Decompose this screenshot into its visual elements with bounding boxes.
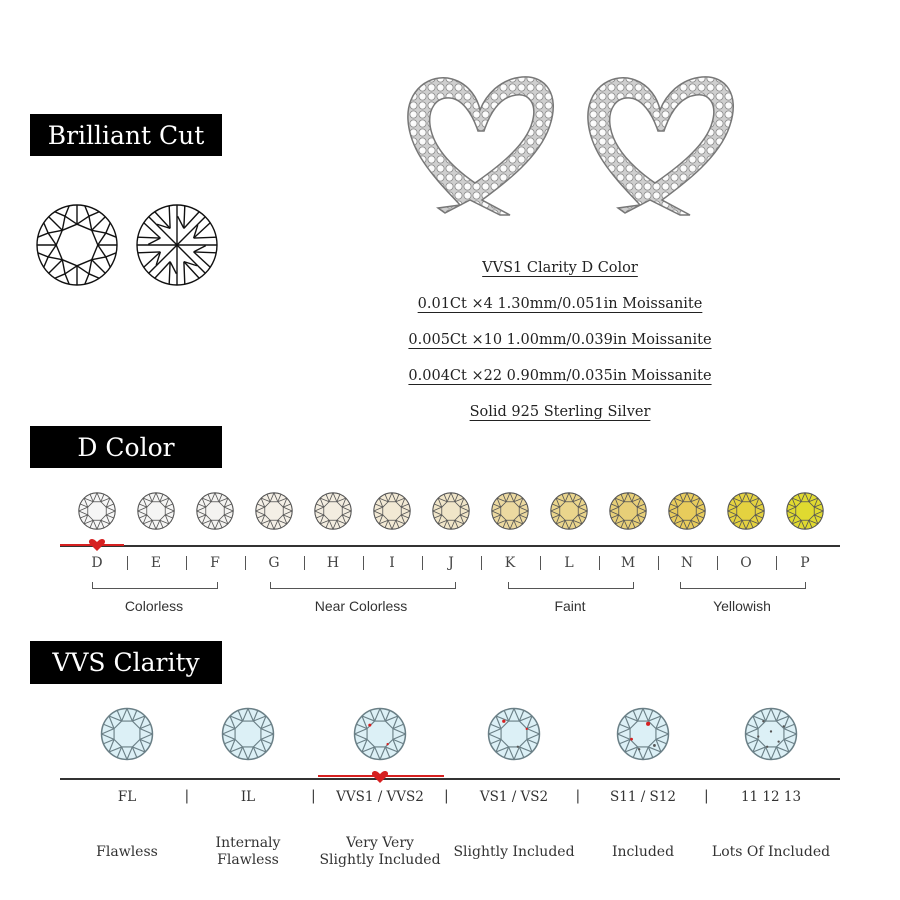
right-earring xyxy=(588,77,733,215)
color-grade-letter: K xyxy=(504,555,516,571)
color-stone-l xyxy=(549,491,589,531)
color-grade-letter: J xyxy=(448,555,454,571)
group-faint: Faint xyxy=(554,598,586,614)
brilliant-cut-label: Brilliant Cut xyxy=(30,114,222,156)
color-grade-separator xyxy=(481,556,482,570)
color-grade-letter: G xyxy=(268,555,280,571)
brilliant-cut-pavilion-diagram xyxy=(134,202,220,288)
color-grade-separator xyxy=(658,556,659,570)
color-stone-e xyxy=(136,491,176,531)
color-grade-letter: N xyxy=(680,555,694,571)
brilliant-cut-crown-diagram xyxy=(34,202,120,288)
clarity-grade-description: Internaly Flawless xyxy=(215,835,281,868)
color-grade-letter: M xyxy=(620,555,636,571)
color-grade-letter: E xyxy=(150,555,162,571)
heart-marker-icon xyxy=(371,770,389,784)
clarity-grade-description: Slightly Included xyxy=(453,844,575,860)
color-stone-d xyxy=(77,491,117,531)
clarity-scale-line xyxy=(60,778,840,780)
color-grade-letter: P xyxy=(800,555,810,571)
color-stone-h xyxy=(313,491,353,531)
color-grade-separator xyxy=(422,556,423,570)
spec-stone-2: 0.005Ct ×10 1.00mm/0.039in Moissanite xyxy=(408,332,712,348)
color-stone-g xyxy=(254,491,294,531)
color-grade-letter: I xyxy=(389,555,395,571)
clarity-grade-code: VS1 / VS2 xyxy=(479,789,549,805)
color-grade-letter: L xyxy=(564,555,574,571)
near-colorless-bracket xyxy=(270,582,456,589)
color-grade-separator xyxy=(363,556,364,570)
color-grade-separator xyxy=(245,556,246,570)
clarity-grade-separator: | xyxy=(184,788,190,804)
color-grade-separator xyxy=(304,556,305,570)
clarity-grade-separator: | xyxy=(311,788,316,804)
clarity-grade-separator: | xyxy=(444,788,449,804)
clarity-grade-code: 11 12 13 xyxy=(740,789,802,805)
color-stone-i xyxy=(372,491,412,531)
clarity-stone-icon xyxy=(615,706,671,762)
clarity-grade-separator: | xyxy=(575,788,581,804)
color-stone-k xyxy=(490,491,530,531)
clarity-grade-code: IL xyxy=(240,789,256,805)
clarity-stone-icon xyxy=(220,706,276,762)
clarity-grade-code: FL xyxy=(117,789,137,805)
clarity-stone-icon xyxy=(352,706,408,762)
group-near-colorless: Near Colorless xyxy=(314,598,408,614)
color-stone-p xyxy=(785,491,825,531)
d-color-label: D Color xyxy=(30,426,222,468)
left-earring xyxy=(408,77,553,215)
color-grade-separator xyxy=(599,556,600,570)
color-scale-line xyxy=(60,545,840,547)
color-grade-letter: O xyxy=(740,555,752,571)
color-grade-separator xyxy=(186,556,187,570)
clarity-grade-description: Flawless xyxy=(96,844,158,860)
spec-clarity-color: VVS1 Clarity D Color xyxy=(482,260,638,276)
color-grade-letter: H xyxy=(326,555,340,571)
color-grade-letter: D xyxy=(91,555,103,571)
clarity-stone-icon xyxy=(743,706,799,762)
clarity-stone-icon xyxy=(99,706,155,762)
yellowish-bracket xyxy=(680,582,806,589)
clarity-grade-code: S11 / S12 xyxy=(610,789,676,805)
clarity-grade-separator: | xyxy=(704,788,709,804)
clarity-grade-description: Lots Of Included xyxy=(711,844,831,860)
clarity-stone-icon xyxy=(486,706,542,762)
color-grade-separator xyxy=(717,556,718,570)
group-yellowish: Yellowish xyxy=(713,598,771,614)
color-stone-j xyxy=(431,491,471,531)
clarity-grade-description: Included xyxy=(611,844,675,860)
faint-bracket xyxy=(508,582,634,589)
spec-stone-3: 0.004Ct ×22 0.90mm/0.035in Moissanite xyxy=(408,368,712,384)
color-stone-m xyxy=(608,491,648,531)
group-colorless: Colorless xyxy=(124,598,184,614)
vvs-clarity-label: VVS Clarity xyxy=(30,641,222,684)
color-grade-separator xyxy=(776,556,777,570)
clarity-grade-code: VVS1 / VVS2 xyxy=(336,789,424,805)
color-grade-separator xyxy=(540,556,541,570)
spec-metal: Solid 925 Sterling Silver xyxy=(469,404,651,420)
clarity-grade-description: Very Very Slightly Included xyxy=(319,835,441,868)
heart-earrings-image xyxy=(390,55,740,225)
color-stone-f xyxy=(195,491,235,531)
colorless-bracket xyxy=(92,582,218,589)
heart-marker-icon xyxy=(88,538,106,552)
color-stone-o xyxy=(726,491,766,531)
spec-stone-1: 0.01Ct ×4 1.30mm/0.051in Moissanite xyxy=(417,296,703,312)
color-grade-separator xyxy=(127,556,128,570)
color-grade-letter: F xyxy=(210,555,220,571)
color-stone-n xyxy=(667,491,707,531)
